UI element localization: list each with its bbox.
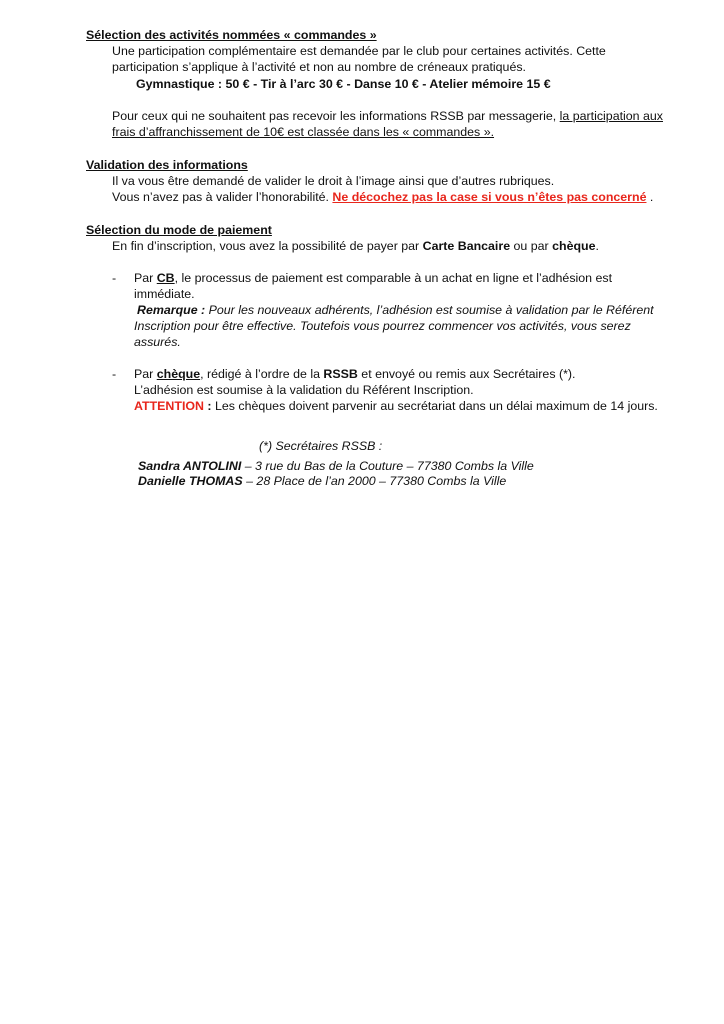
secretaire-name: Sandra ANTOLINI: [138, 459, 242, 473]
cheque-middle: , rédigé à l’ordre de la: [200, 367, 324, 381]
activity-prices: Gymnastique : 50 € - Tir à l’arc 30 € - Danse 10 € - Atelier mémoire 15 €: [136, 77, 551, 91]
cb-line-1: [134, 270, 612, 286]
paiement-intro: [112, 238, 599, 254]
cheque-attention-line: [134, 398, 658, 414]
validation-text-line-2: [112, 189, 653, 205]
cb-rest: , le processus de paiement est comparable à un achat en ligne et l’adhésion est: [174, 271, 613, 285]
bullet-dash-cheque: -: [112, 367, 117, 381]
validation-warning: Ne décochez pas la case si vous n’êtes pas concerné: [332, 190, 647, 204]
paiement-intro-prefix: En fin d’inscription, vous avez la possibilité de payer par: [112, 239, 423, 253]
cb-remark-line-3: assurés.: [134, 335, 181, 349]
commandes-text-line-2: participation s’applique à l’activité et non au nombre de créneaux pratiqués.: [112, 60, 526, 74]
attention-label: ATTENTION: [134, 399, 204, 413]
cb-line-2: immédiate.: [134, 287, 195, 301]
rssb-mail-line-1: [112, 108, 663, 124]
cb-remark-text-1: Pour les nouveaux adhérents, l’adhésion est soumise à validation par le Référent: [205, 303, 654, 317]
paiement-intro-middle: ou par: [510, 239, 553, 253]
cheque-org: RSSB: [323, 367, 358, 381]
validation-text-line-1: Il va vous être demandé de valider le droit à l’image ainsi que d’autres rubriques.: [112, 174, 555, 188]
attention-colon: :: [203, 399, 212, 413]
secretaire-address: – 3 rue du Bas de la Couture – 77380 Combs la Ville: [241, 459, 534, 473]
attention-text: Les chèques doivent parvenir au secrétariat dans un délai maximum de 14 jours.: [211, 399, 658, 413]
cheque-line-2: L’adhésion est soumise à la validation du Référent Inscription.: [134, 383, 474, 397]
secretaire-entry: [138, 458, 534, 474]
rssb-mail-prefix: Pour ceux qui ne souhaitent pas recevoir les informations RSSB par messagerie,: [112, 109, 560, 123]
cheque-rest: et envoyé ou remis aux Secrétaires (*).: [357, 367, 576, 381]
validation-line-2-prefix: Vous n’avez pas à valider l’honorabilité.: [112, 190, 333, 204]
paiement-intro-cheque: chèque: [552, 239, 596, 253]
section-title-commandes: Sélection des activités nommées « commandes »: [86, 28, 377, 42]
cb-remark-line-2: Inscription pour être effective. Toutefois vous pourrez commencer vos activités, vous serez: [134, 319, 631, 333]
cb-remark-line-1: [137, 302, 654, 318]
section-title-paiement: Sélection du mode de paiement: [86, 223, 272, 237]
secretaire-entry: [138, 473, 506, 489]
section-title-validation: Validation des informations: [86, 158, 248, 172]
rssb-mail-underlined-1: la participation aux: [559, 109, 663, 123]
secretaire-name: Danielle THOMAS: [138, 474, 243, 488]
paiement-intro-card: Carte Bancaire: [422, 239, 511, 253]
cheque-prefix: Par: [134, 367, 157, 381]
cb-prefix: Par: [134, 271, 157, 285]
secretaires-heading: (*) Secrétaires RSSB :: [259, 439, 383, 453]
paiement-intro-suffix: .: [595, 239, 599, 253]
cheque-keyword: chèque: [156, 367, 201, 381]
cheque-line-1: [134, 366, 575, 382]
validation-line-2-suffix: .: [646, 190, 654, 204]
secretaire-address: – 28 Place de l’an 2000 – 77380 Combs la Ville: [242, 474, 507, 488]
bullet-dash-cb: -: [112, 271, 117, 285]
commandes-text-line-1: Une participation complémentaire est demandée par le club pour certaines activités. Cette: [112, 44, 606, 58]
rssb-mail-underlined-2: frais d’affranchissement de 10€ est classée dans les « commandes ».: [112, 125, 495, 139]
cb-remark-label: Remarque :: [137, 303, 206, 317]
cb-keyword: CB: [156, 271, 175, 285]
